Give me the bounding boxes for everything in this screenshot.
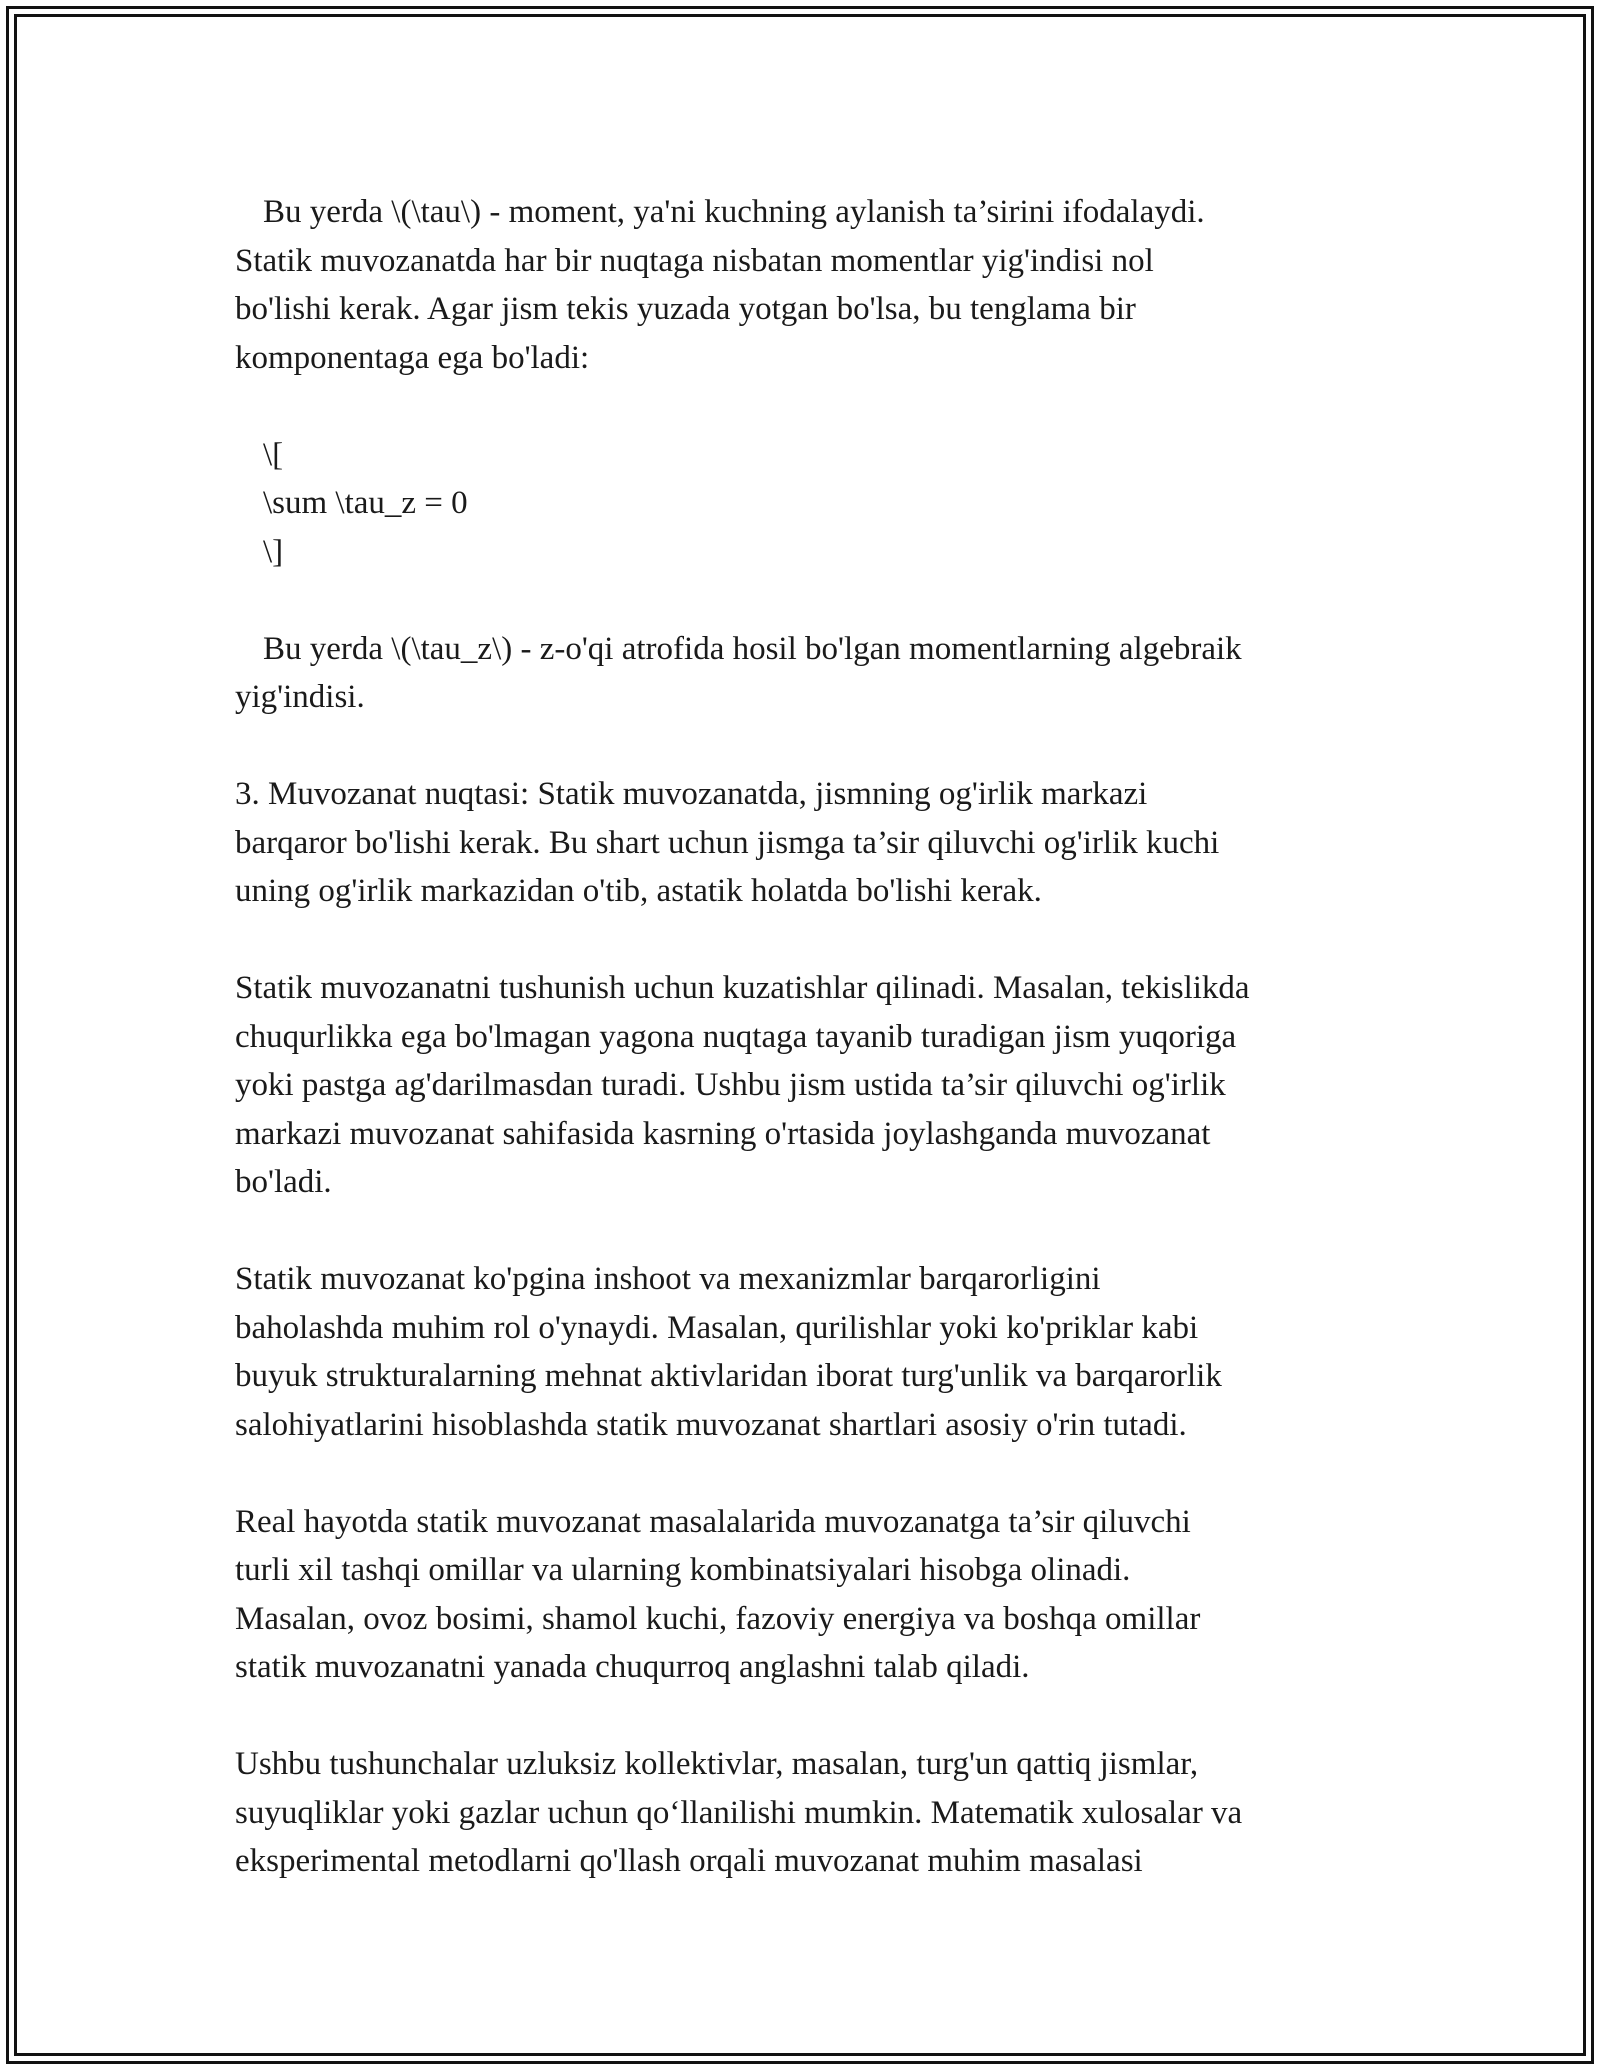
text-line: baholashda muhim rol o'ynaydi. Masalan, qurilishlar yoki ko'priklar kabi — [235, 1309, 1199, 1346]
paragraph-gap — [235, 722, 1370, 771]
paragraph-gap — [235, 576, 1370, 625]
text-line: barqaror bo'lishi kerak. Bu shart uchun jismga ta’sir qiluvchi og'irlik kuchi — [235, 824, 1220, 861]
paragraph-gap — [235, 1692, 1370, 1741]
paragraph-observations — [235, 964, 1370, 1207]
text-line: Masalan, ovoz bosimi, shamol kuchi, fazoviy energiya va boshqa omillar — [235, 1600, 1201, 1637]
document-body — [235, 188, 1370, 1886]
text-line: salohiyatlarini hisoblashda statik muvozanat shartlari asosiy o'rin tutadi. — [235, 1406, 1187, 1443]
paragraph-concepts — [235, 1740, 1370, 1886]
text-line: 3. Muvozanat nuqtasi: Statik muvozanatda, jismning og'irlik markazi — [235, 776, 1148, 812]
text-line: suyuqliklar yoki gazlar uchun qo‘llanilishi mumkin. Matematik xulosalar va — [235, 1794, 1243, 1831]
text-line: yoki pastga ag'darilmasdan turadi. Ushbu jism ustida ta’sir qiluvchi og'irlik — [235, 1067, 1226, 1103]
equation-line: \sum \tau_z = 0 — [263, 485, 468, 521]
paragraph-real-life — [235, 1498, 1370, 1692]
paragraph-tau-z — [235, 625, 1370, 722]
text-line: uning og'irlik markazidan o'tib, astatik holatda bo'lishi kerak. — [235, 873, 1042, 909]
equation-line: \] — [263, 533, 284, 570]
paragraph-equilibrium-point — [235, 770, 1370, 916]
text-line: markazi muvozanat sahifasida kasrning o'rtasida joylashganda muvozanat — [235, 1115, 1211, 1152]
text-line: turli xil tashqi omillar va ularning kombinatsiyalari hisobga olinadi. — [235, 1552, 1131, 1588]
paragraph-gap — [235, 382, 1370, 431]
text-line: Bu yerda \(\tau_z\) - z-o'qi atrofida hosil bo'lgan momentlarning algebraik — [263, 630, 1242, 667]
paragraph-gap — [235, 1207, 1370, 1256]
text-line: Real hayotda statik muvozanat masalalarida muvozanatga ta’sir qiluvchi — [235, 1503, 1191, 1540]
text-line: bo'ladi. — [235, 1164, 332, 1200]
equation-line: \[ — [263, 436, 284, 473]
paragraph-moment-definition — [235, 188, 1370, 382]
text-line: buyuk strukturalarning mehnat aktivlaridan iborat turg'unlik va barqarorlik — [235, 1358, 1222, 1394]
text-line: Statik muvozanatda har bir nuqtaga nisbatan momentlar yig'indisi nol — [235, 242, 1154, 279]
equation-block — [235, 431, 1370, 577]
text-line: komponentaga ega bo'ladi: — [235, 339, 590, 376]
paragraph-gap — [235, 1449, 1370, 1498]
text-line: Ushbu tushunchalar uzluksiz kollektivlar, masalan, turg'un qattiq jismlar, — [235, 1746, 1199, 1782]
text-line: Bu yerda \(\tau\) - moment, ya'ni kuchning aylanish ta’sirini ifodalaydi. — [263, 194, 1205, 230]
text-line: statik muvozanatni yanada chuqurroq anglashni talab qiladi. — [235, 1649, 1030, 1685]
text-line: eksperimental metodlarni qo'llash orqali muvozanat muhim masalasi — [235, 1843, 1143, 1879]
paragraph-structures — [235, 1255, 1370, 1449]
text-line: Statik muvozanatni tushunish uchun kuzatishlar qilinadi. Masalan, tekislikda — [235, 970, 1250, 1006]
paragraph-gap — [235, 916, 1370, 965]
text-line: Statik muvozanat ko'pgina inshoot va mexanizmlar barqarorligini — [235, 1261, 1101, 1297]
text-line: chuqurlikka ega bo'lmagan yagona nuqtaga tayanib turadigan jism yuqoriga — [235, 1018, 1237, 1055]
text-line: yig'indisi. — [235, 679, 365, 715]
text-line: bo'lishi kerak. Agar jism tekis yuzada yotgan bo'lsa, bu tenglama bir — [235, 291, 1136, 327]
